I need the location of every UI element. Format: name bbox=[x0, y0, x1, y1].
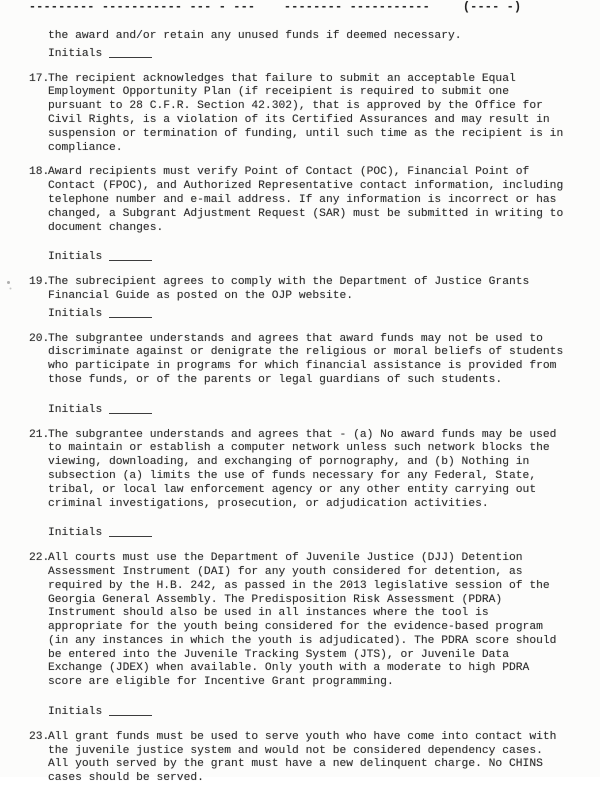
item-number: 18. bbox=[29, 166, 50, 179]
initials-row bbox=[48, 523, 600, 541]
item-number: 17. bbox=[29, 72, 50, 85]
item-text-line: document changes. bbox=[48, 221, 164, 234]
item-text-line: telephone number and e-mail address. If any information is incorrect or has bbox=[48, 193, 557, 206]
item-number: 19. bbox=[29, 276, 50, 289]
initials-label: Initials bbox=[48, 527, 103, 540]
item-text-line: the award and/or retain any unused funds if deemed necessary. bbox=[48, 30, 462, 42]
item-text-line: All courts must use the Department of Juvenile Justice (DJJ) Detention bbox=[48, 552, 523, 565]
item-number: 20. bbox=[29, 332, 50, 345]
item-text-line: (in any instances in which the youth is adjudicated). The PDRA score should bbox=[48, 634, 557, 647]
initials-blank-line bbox=[109, 704, 152, 716]
initials-label: Initials bbox=[48, 307, 103, 320]
item-text-line: Georgia General Assembly. The Predisposition Risk Assessment (PDRA) bbox=[48, 593, 503, 606]
initials-blank-line bbox=[109, 46, 152, 58]
item-number: 22. bbox=[29, 552, 50, 565]
condition-item bbox=[0, 166, 600, 265]
item-text-line: Civil Rights, is a violation of its Certified Assurances and may result in bbox=[48, 113, 550, 126]
intro-continuation bbox=[0, 30, 600, 62]
item-text-line: Assessment Instrument (DAI) for any youth considered for detention, as bbox=[48, 565, 523, 578]
header-fragment-center: -------- ----------- bbox=[284, 1, 431, 14]
initials-label: Initials bbox=[48, 251, 103, 264]
condition-item bbox=[0, 333, 600, 418]
condition-item bbox=[0, 429, 600, 542]
initials-row bbox=[48, 44, 600, 62]
condition-item bbox=[0, 73, 600, 156]
item-text-line: The subgrantee understands and agrees that - (a) No award funds may be used bbox=[48, 428, 557, 441]
header-fragment-page: (---- -) bbox=[463, 1, 522, 14]
item-text-line: Financial Guide as posted on the OJP website. bbox=[48, 289, 354, 302]
item-text-line: compliance. bbox=[48, 141, 123, 154]
item-text-line: criminal investigations, prosecution, or adjudication activities. bbox=[48, 497, 489, 510]
item-text-line: subsection (a) limits the use of funds necessary for any Federal, State, bbox=[48, 469, 537, 482]
header-fragment-left: --------- ----------- --- - --- bbox=[29, 1, 256, 14]
initials-row bbox=[48, 247, 600, 265]
item-number: 21. bbox=[29, 428, 50, 441]
condition-item bbox=[0, 552, 600, 720]
item-text-line: those funds, or of the parents or legal guardians of such students. bbox=[48, 373, 503, 386]
item-text-line: tribal, or local law enforcement agency or any other entity carrying out bbox=[48, 483, 537, 496]
item-text-line: All youth served by the grant must have a new delinquent charge. No CHINS bbox=[48, 758, 543, 771]
item-text-line: discriminate against or denigrate the religious or moral beliefs of students bbox=[48, 346, 564, 359]
initials-blank-line bbox=[109, 525, 152, 537]
item-text-line: Contact (FPOC), and Authorized Representative contact information, including bbox=[48, 180, 564, 193]
initials-row bbox=[48, 702, 600, 720]
item-text-line: cases should be served. bbox=[48, 772, 204, 785]
initials-row bbox=[48, 400, 600, 418]
conditions-list bbox=[0, 30, 600, 786]
item-text-line: to maintain or establish a computer network unless such network blocks the bbox=[48, 442, 550, 455]
item-text-line: suspension or termination of funding, until such time as the recipient is in bbox=[48, 127, 564, 140]
item-text-line: changed, a Subgrant Adjustment Request (SAR) must be submitted in writing to bbox=[48, 207, 564, 220]
initials-row bbox=[48, 304, 600, 322]
item-text-line: score are eligible for Incentive Grant programming. bbox=[48, 676, 394, 689]
item-text-line: Instrument should also be used in all instances where the tool is bbox=[48, 607, 489, 620]
item-text-line: The recipient acknowledges that failure to submit an acceptable Equal bbox=[48, 72, 516, 85]
item-text-line: All grant funds must be used to serve youth who have come into contact with bbox=[48, 730, 557, 743]
item-text-line: Employment Opportunity Plan (if receipient is required to submit one bbox=[48, 86, 509, 99]
initials-blank-line bbox=[109, 249, 152, 261]
initials-label: Initials bbox=[48, 706, 103, 719]
initials-label: Initials bbox=[48, 403, 103, 416]
item-text-line: pursuant to 28 C.F.R. Section 42.302), that is approved by the Office for bbox=[48, 100, 543, 113]
item-text-line: viewing, downloading, and exchanging of pornography, and (b) Nothing in bbox=[48, 456, 530, 469]
item-text-line: appropriate for the youth being considered for the evidence-based program bbox=[48, 621, 543, 634]
item-text-line: Award recipients must verify Point of Contact (POC), Financial Point of bbox=[48, 166, 530, 179]
condition-item bbox=[0, 276, 600, 321]
item-text-line: the juvenile justice system and would not be considered dependency cases. bbox=[48, 744, 543, 757]
item-text-line: who participate in programs for which financial assistance is provided from bbox=[48, 360, 557, 373]
initials-blank-line bbox=[109, 306, 152, 318]
item-text-line: required by the H.B. 242, as passed in the 2013 legislative session of the bbox=[48, 579, 550, 592]
item-text-line: The subgrantee understands and agrees that award funds may not be used to bbox=[48, 332, 543, 345]
cutoff-header-line bbox=[0, 0, 600, 14]
item-text-line: Exchange (JDEX) when available. Only youth with a moderate to high PDRA bbox=[48, 662, 530, 675]
item-text-line: be entered into the Juvenile Tracking System (JTS), or Juvenile Data bbox=[48, 648, 509, 661]
initials-blank-line bbox=[109, 402, 152, 414]
initials-label: Initials bbox=[48, 47, 103, 60]
item-number: 23. bbox=[29, 730, 50, 743]
item-text-line: The subrecipient agrees to comply with the Department of Justice Grants bbox=[48, 276, 530, 289]
condition-item bbox=[0, 731, 600, 786]
